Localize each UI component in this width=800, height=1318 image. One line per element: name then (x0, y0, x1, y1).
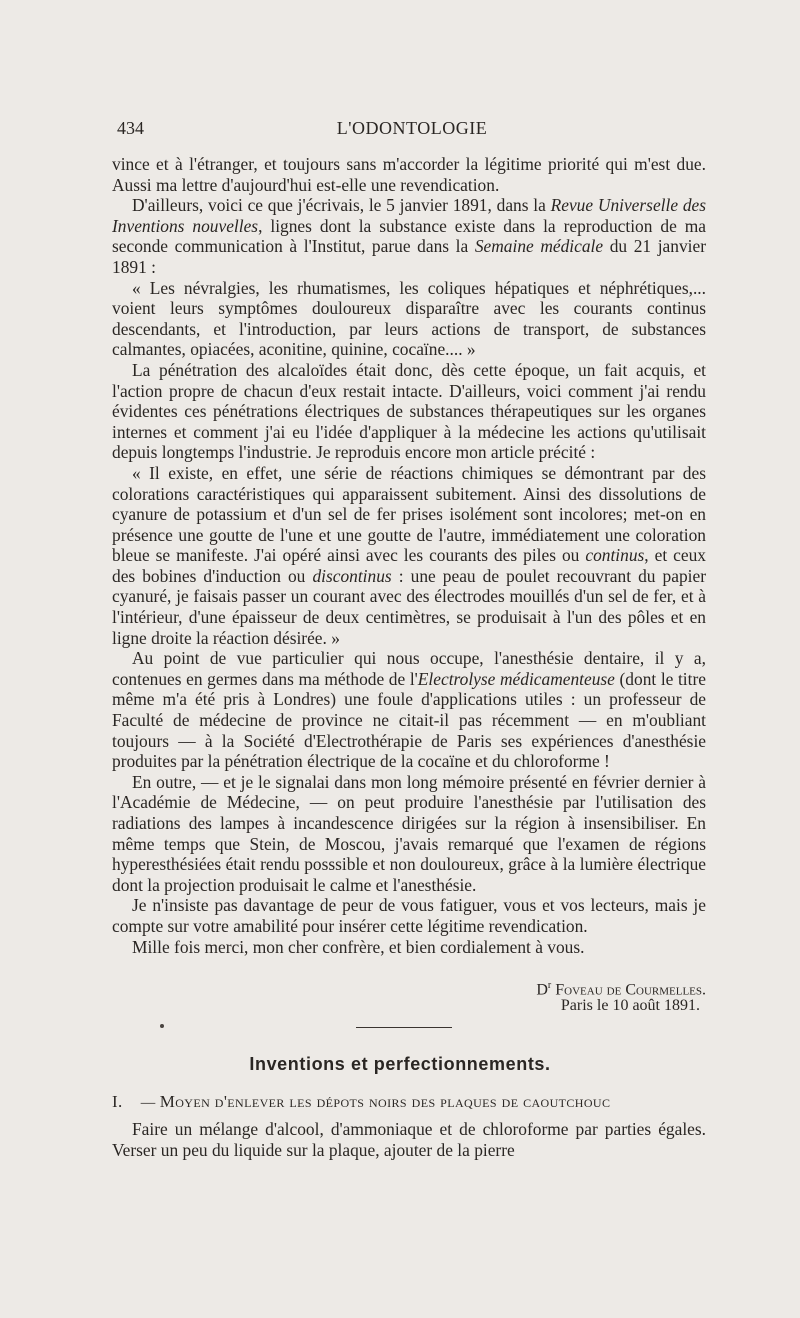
quotation: « Les névralgies, les rhumatismes, les coliques hépatiques et néphrétiques,... voient leurs symptômes douloureux disparaître avec les courants continus descendants, et l'introduction, par leurs actions de transport, de substances calmantes, opiacées, aconitine, quinine, cocaïne.... » (112, 277, 706, 360)
quotation: « Il existe, en effet, une série de réactions chimiques se démontrant par des colorations caractéristiques qui apparaissent subitement. Ainsi des dissolutions de cyanure de potassium et d'un sel de fer prises isolément sont incolores; met-on en présence une goutte de l'une et une goutte de l'autre, immédiatement une coloration bleue se manifeste. J'ai opéré ainsi avec les courants des piles ou continus, et ceux des bobines d'induction ou discontinus : une peau de poulet recouvrant du papier cyanuré, je faisais passer un courant avec des électrodes mouillés d'un sel de fer, et à l'intérieur, d'une épaisseur de deux centimètres, se produisait à l'un des pôles et en ligne droite la réaction désirée. » (112, 462, 706, 648)
running-title: L'ODONTOLOGIE (336, 118, 488, 138)
letter-body (112, 154, 706, 957)
item-heading: I. — Moyen d'enlever les dépots noirs des plaques de caoutchouc (112, 1092, 611, 1111)
journal-title: Semaine médicale (474, 236, 604, 257)
signature-name: $D^r$ Foveau de Courmelles. (536, 980, 706, 999)
section-heading: Inventions et perfectionnements. (249, 1054, 551, 1074)
method-title: Electrolyse médicamenteuse (417, 668, 615, 689)
item-body (112, 1119, 706, 1160)
paragraph: vince et à l'étranger, et toujours sans m'accorder la légitime priorité qui m'est due. Aussi ma lettre d'aujourd'hui est-elle une revendication. (112, 154, 706, 195)
printer-speck (160, 1024, 164, 1028)
paragraph: Faire un mélange d'alcool, d'ammoniaque et de chloroforme par parties égales. Verser un peu du liquide sur la plaque, ajouter de la pierre (112, 1119, 706, 1160)
paragraph: D'ailleurs, voici ce que j'écrivais, le 5 janvier 1891, dans la Revue Universelle des Inventions nouvelles, lignes dont la substance existe dans la reproduction de ma seconde communication à l'Institut, parue dans la Semaine médicale du 21 janvier 1891 : (112, 195, 707, 277)
paragraph: La pénétration des alcaloïdes était donc, dès cette époque, un fait acquis, et l'action propre de chacun d'eux restait intacte. D'ailleurs, voici comment j'ai rendu évidentes ces pénétrations électriques de substances thérapeutiques sur les organes internes et comment j'ai eu l'idée d'appliquer à la médecine les actions qu'utilisait depuis longtemps l'industrie. Je reproduis encore mon article précité : (112, 359, 706, 463)
paragraph: En outre, — et je le signalai dans mon long mémoire présenté en février dernier à l'Académie de Médecine, — on peut produire l'anesthésie par l'utilisation des radiations des lampes à incandescence dirigées sur la région à insensibiliser. En même temps que Stein, de Moscou, j'avais remarqué que l'examen de régions hyperesthésiées était rendu posssible et non douloureux, grâce à la lumière électrique dont la projection produisait le calme et l'anesthésie. (112, 771, 706, 895)
page-header (112, 118, 712, 142)
paragraph: Mille fois merci, mon cher confrère, et bien cordialement à vous. (132, 936, 585, 957)
paragraph: Je n'insiste pas davantage de peur de vous fatiguer, vous et vos lecteurs, mais je compte sur votre amabilité pour insérer cette légitime revendication. (112, 895, 706, 936)
journal-title: Revue Universelle des Inventions nouvelles (112, 195, 707, 236)
section-divider (356, 1027, 452, 1028)
paragraph: Au point de vue particulier qui nous occupe, l'anesthésie dentaire, il y a, contenues en germes dans ma méthode de l'Electrolyse médicamenteuse (dont le titre même m'a été pris à Londres) une foule d'applications utiles : un professeur de Faculté de médecine de province ne citait-il pas récemment — en m'oubliant toujours — à la Société d'Electrothérapie de Paris ses expériences d'anesthésie produites par la pénétration électrique de la cocaïne et du chloroforme ! (112, 648, 706, 772)
page-number: 434 (117, 118, 144, 138)
signature-place-date: Paris le 10 août 1891. (560, 997, 700, 1014)
